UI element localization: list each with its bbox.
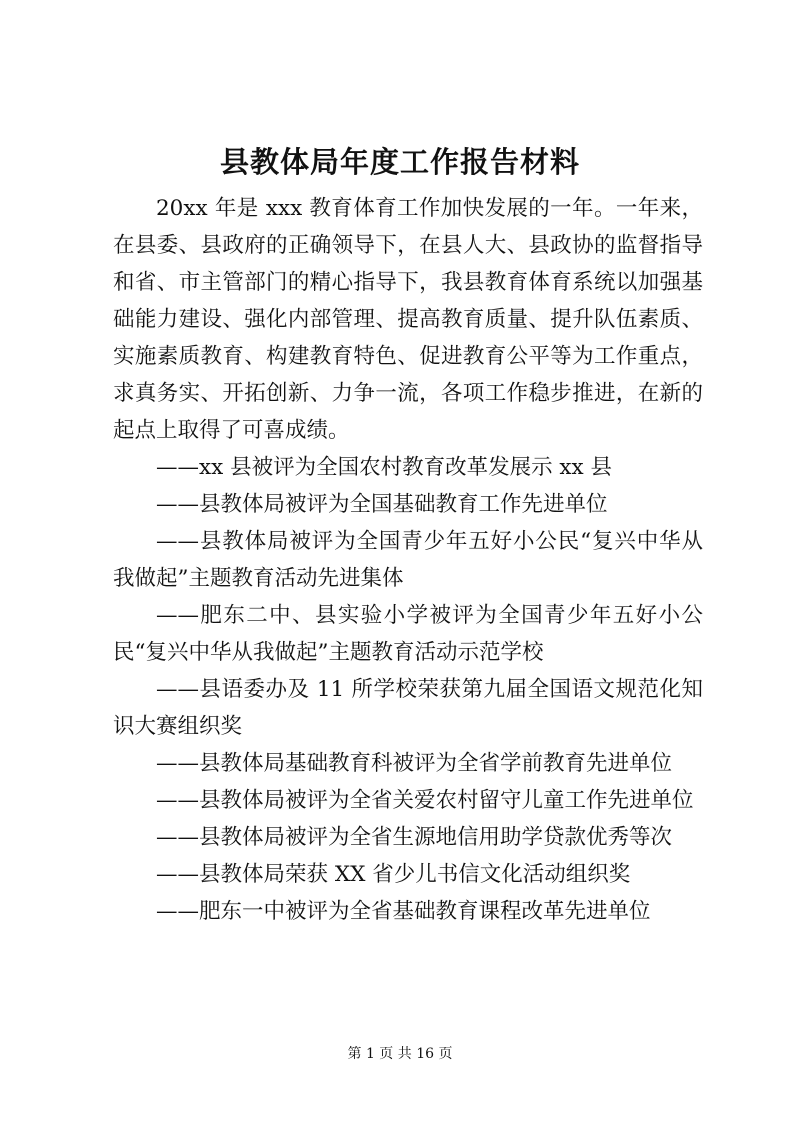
list-item: ——县教体局被评为全国基础教育工作先进单位	[156, 492, 608, 517]
list-item: ——县教体局被评为全国青少年五好小公民“复兴中华从我做起”主题教育活动先进集体	[113, 529, 703, 591]
intro-paragraph: 20xx 年是 xxx 教育体育工作加快发展的一年。一年来，在县委、县政府的正确领导下，在县人大、县政协的监督指导和省、市主管部门的精心指导下，我县教育体育系统以加强基础能力建设、强化内部管理、提高教育质量、提升队伍素质、实施素质教育、构建教育特色、促进教育公平等为工作重点，求真务实、开拓创新、力争一流，各项工作稳步推进，在新的起点上取得了可喜成绩。	[113, 196, 703, 443]
list-item: ——县教体局被评为全省关爱农村留守儿童工作先进单位	[156, 788, 694, 813]
list-item: ——县教体局被评为全省生源地信用助学贷款优秀等次	[156, 825, 673, 850]
list-item: ——县语委办及 11 所学校荣获第九届全国语文规范化知识大赛组织奖	[113, 677, 703, 739]
list-item: ——xx 县被评为全国农村教育改革发展示 xx 县	[156, 455, 613, 480]
list-item: ——县教体局基础教育科被评为全省学前教育先进单位	[156, 751, 673, 776]
list-item: ——县教体局荣获 XX 省少儿书信文化活动组织奖	[156, 862, 631, 887]
list-item: ——肥东二中、县实验小学被评为全国青少年五好小公民“复兴中华从我做起”主题教育活动示范学校	[113, 603, 703, 665]
list-item: ——肥东一中被评为全省基础教育课程改革先进单位	[156, 899, 651, 924]
document-body	[113, 190, 703, 930]
page-number: 第 1 页 共 16 页	[347, 1046, 453, 1062]
document-title: 县教体局年度工作报告材料	[219, 145, 580, 179]
